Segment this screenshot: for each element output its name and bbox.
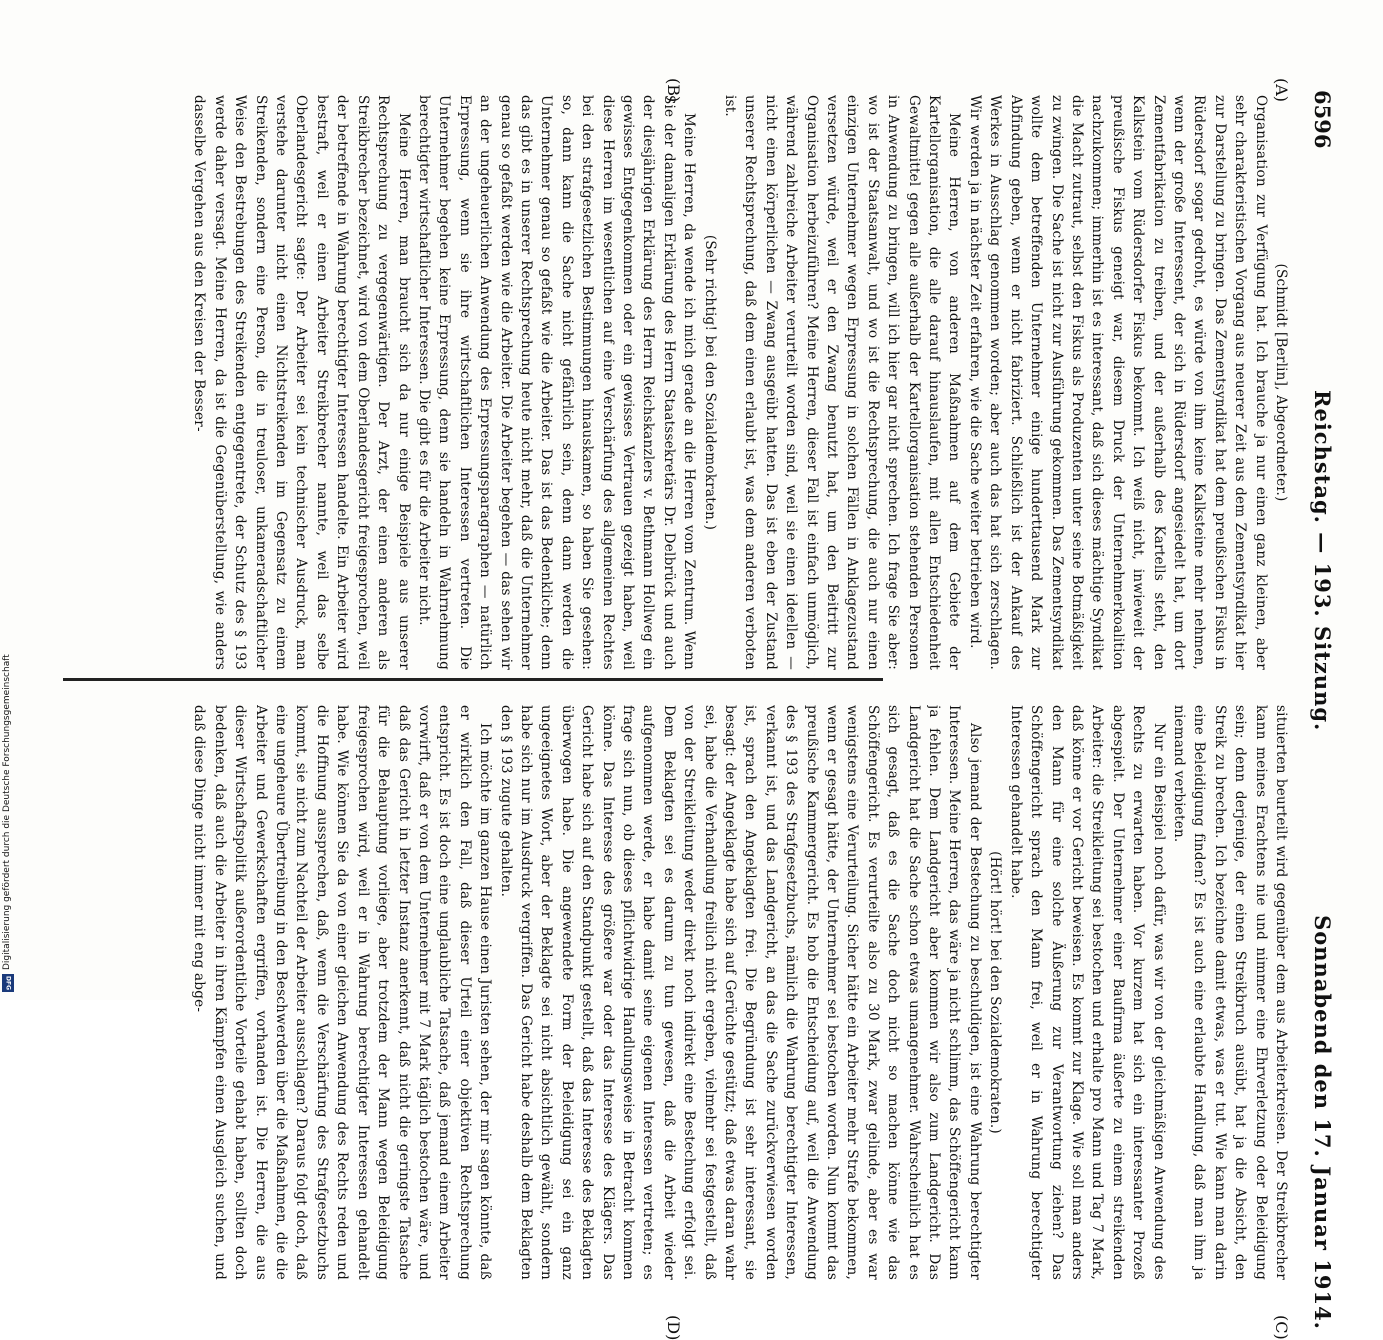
interjection: (Hört! hört! bei den Sozialdemokraten.) (987, 851, 1004, 1134)
paragraph: Ich möchte im ganzen Hause einen Juristen sehen, der mir sagen könnte, daß er wirklich den Fall, daß dieser Urteil einer objektiven Rechtsprechung entspricht. Es ist doch eine unglaubliche Tatsache, daß jemand einem Arbeiter vorwirft, daß er von dem Unternehmer mit 7 Mark täglich bestochen wäre, und daß das Gericht in letzter Instanz anerkennt, daß nicht die geringste Tatsache für die Behauptung vorliege, aber trotzdem der Mann wegen Beleidigung freigesprochen wird, weil er in Wahrung berechtigter Interessen gehandelt habe. Wie können Sie da von einer gleichen Anwendung des Rechts reden und die Hoffnung aussprechen, daß, wenn die Verschärfung des Strafgesetzbuchs kommt, sie nicht zum Nachteil der Arbeiter ausschlagen? Daraus folgt doch, daß eine ungeheure Übertreibung in den Beschwerden über die Maßnahmen, die die Arbeiter und Gewerkschaften ergriffen, vorhanden ist. Die Herren, die aus dieser Wirtschaftspolitik außerordentliche Vorteile gehabt haben, sollten doch bedenken, daß auch die Arbeiter in ihren Kämpfen einen Ausgleich suchen, und daß diese Dinge nicht immer mit eng abge- (191, 705, 494, 1280)
dfg-logo: DFG (2, 974, 14, 992)
page-header (1301, 90, 1335, 1330)
page-number: 6596 (1310, 90, 1335, 149)
marker-d: (D) (664, 1315, 683, 1340)
paragraph: Meine Herren, da wende ich mich gerade an die Herren vom Zentrum. Wenn Sie der damaligen Erklärung des Herrn Staatssekretärs Dr. Delbrück und auch der diesjährigen Erklärung des Herrn Reichskanzlers v. Bethmann Hollweg ein gewisses Entgegenkommen oder ein gewisses Vertrauen gezeigt haben, weil diese Herren im wesentlichen auf eine Verschärfung des allgemeinen Rechtes bei den strafgesetzlichen Bestimmungen hinauskamen, so haben Sie gesehen: so, dann kann die Sache nicht gefährlich sein, denn dann werden die Unternehmer genau so gefaßt wie die Arbeiter. Das ist das Bedenkliche; denn das gibt es in unserer Rechtsprechung heute nicht mehr, daß die Unternehmer genau so gefaßt werden wie die Arbeiter. Die Arbeiter begehen — das sehen wir an der ungeheuerlichen Anwendung des Erpressungsparagraphen — natürlich Erpressung, wenn sie ihre wirtschaftlichen Interessen vertreten. Die Unternehmer begehen keine Erpressung, denn sie handeln in Wahrnehmung berechtigter wirtschaftlicher Interessen. Die gibt es für die Arbeiter nicht. (415, 95, 698, 670)
marker-a: (A) (1272, 78, 1291, 103)
paragraph: Nur ein Beispiel noch dafür, was wir von der gleichmäßigen Anwendung des Rechts zu erwarten haben. Vor kurzem hat sich ein interessanter Prozeß abgespielt. Der Unternehmer einer Baufirma äußerte zu einem streikenden Arbeiter: die Streikleitung sei bestochen und erhalte pro Mann und Tag 7 Mark, daß könne er vor Gericht beweisen. Es kommt zur Klage. Wie soll man anders den Mann für eine solche Äußerung zur Verantwortung ziehen? Das Schöffengericht sprach den Mann frei, weil er in Wahrung berechtigter Interessen gehandelt habe. (1007, 705, 1167, 1280)
right-column (91, 705, 1291, 1280)
marker-b: (B) (664, 78, 683, 103)
session-date: Sonnabend den 17. Januar 1914. (1310, 915, 1335, 1330)
marker-c: (C) (1272, 1315, 1291, 1340)
paragraph: Meine Herren, von anderen Maßnahmen auf dem Gebiete der Kartellorganisation, die alle darauf hinauslaufen, mit allen Entschiedenheit Gewaltmittel gegen alle außerhalb der Kartellorganisation stehenden Personen in Anwendung zu bringen, will ich hier gar nicht sprechen. Ich frage Sie aber: wo ist der Staatsanwalt, und wo ist die Rechtsprechung, die auch nur einen einzigen Unternehmer wegen Erpressung in solchen Fällen in Anklagezustand versetzen würde, weil er den Zwang benutzt hat, um den Beitritt zur Organisation herbeizuführen? Meine Herren, dieser Fall ist einfach unmöglich, während zahlreiche Arbeiter verurteilt worden sind, weil sie einen ideellen — nicht einen körperlichen — Zwang ausgeübt hatten. Das ist eben der Zustand unserer Rechtsprechung, daß dem einen erlaubt ist, was dem anderen verboten ist. (722, 95, 963, 670)
paragraph: Organisation zur Verfügung hat. Ich brauche ja nur einen ganz kleinen, aber sehr charakteristischen Vorgang aus neuerer Zeit aus dem Zementsyndikat hier zur Darstellung zu bringen. Das Zementsyndikat hat dem preußischen Fiskus in Rüdersdorf sogar gedroht, es würde von ihm keine Kalksteine mehr nehmen, wenn der große Interessent, der sich in Rüdersdorf angesiedelt hat, um dort Zementfabrikation zu treiben, und der außerhalb des Kartells steht, den Kalkstein vom Rüdersdorfer Fiskus bekommt. Ich weiß nicht, inwieweit der preußische Fiskus geneigt war, diesem Druck der Unternehmerkoalition nachzukommen; immerhin ist es interessant, daß sich dieses mächtige Syndikat die Macht zutraut, selbst den Fiskus als Produzenten unter seine Botmäßigkeit zu zwingen. Die Sache ist nicht zur Ausführung gekommen. Das Zementsyndikat wollte dem betreffenden Unternehmer einige hunderttausend Mark zur Abfindung geben, wenn er nicht fabriziert. Schließlich ist der Ankauf des Werkes in Ausschlag genommen worden; aber auch das hat sich zerschlagen. Wir werden ja in nächster Zeit erfahren, wie die Sache weiter betrieben wird. (966, 95, 1269, 670)
attribution-text: Digitalisierung gefördert durch die Deutsche Forschungsgemeinschaft (2, 654, 12, 970)
paragraph: situierten beurteilt wird gegenüber dem aus Arbeiterkreisen. Der Streikbrecher kann meines Erachtens nie und nimmer eine Ehrverletzung oder Beleidigung sein; denn derjenige, der einen Streikbruch ausübt, hat ja die Absicht, den Streik zu brechen. Ich bezeichne damit etwas, was er tut. Wie kann man darin eine Beleidigung finden? Es ist auch eine erlaubte Handlung, daß man ihm ja niemand verbieten. (1170, 705, 1289, 1280)
paragraph: Also jemand der Bestechung zu beschuldigen, ist eine Wahrung berechtigter Interessen. Meine Herren, das wäre ja nicht schlimm, das Schöffengericht kann ja fehlen. Dem Landgericht aber kommen wir also zum Landgericht. Das Landgericht hat die Sache schon etwas umangenehmer. Wahrscheinlich hat es sich gesagt, daß es die Sache doch nicht so machen könne wie das Schöffengericht. Es verurteilte also zu 30 Mark, zwar gelinde, aber es war wenigstens eine Verurteilung. Sicher hätte ein Arbeiter mehr Strafe bekommen, wenn er gesagt hätte, der Unternehmer sei bestochen worden. Nun kommt das preußische Kammergericht. Es hob die Entscheidung auf, weil die Anwendung des § 193 des Strafgesetzbuchs, nämlich die Wahrung berechtigter Interessen, verkannt ist, und das Landgericht, an das die Sache zurückverwiesen worden ist, sprach den Angeklagten frei. Die Begründung ist sehr interessant, sie besagt: der Angeklagte habe sich auf Gerüchte gestützt; daß etwas daran wahr sei, habe die Verhandlung freilich nicht ergeben, vielmehr sei festgestellt, daß von der Streikleitung weder direkt noch indirekt eine Bestechung erfolgt sei. Dem Beklagten sei es darum zu tun gewesen, daß die Arbeit wieder aufgenommen werde, er habe damit seine eigenen Interessen vertreten; es frage sich nun, ob dieses pflichtwidrige Handlungsweise in Betracht kommen könne. Das Interesse des größere war oder das Interesse des Klägers. Das Gericht habe sich auf den Standpunkt gestellt, daß das Interesse des Beklagten überwogen habe. Die angewendete Form der Beleidigung sei ein ganz ungeeignetes Wort, aber der Beklagte sei nicht absichtlich gewählt, sondern habe sich nur im Ausdruck vergriffen. Das Gericht habe deshalb dem Beklagten den § 193 zugute gehalten. (497, 705, 983, 1280)
session-title: Reichstag. — 193. Sitzung. (1310, 390, 1335, 732)
left-column (91, 95, 1291, 670)
interjection: (Sehr richtig! bei den Sozialdemokraten.) (701, 234, 718, 531)
column-divider (63, 678, 883, 681)
digitization-footer (2, 600, 14, 992)
speaker-label: (Schmidt [Berlin], Abgeordneter.) (1273, 263, 1289, 502)
paragraph: Meine Herren, man braucht sich da nur einige Beispiele aus unserer Rechtsprechung zu vergegenwärtigen. Der Arzt, der einen anderen als Streikbrecher bezeichnet, wird von dem Oberlandesgericht freigesprochen, weil der betreffende in Wahrung berechtigter Interessen handelte. Ein Arbeiter wird bestraft, weil er einen Arbeiter Streikbrecher nannte, weil das selbe Oberlandesgericht sagte: Der Arbeiter sei kein technischer Ausdruck, man verstehe darunter nicht einen Nichtstreikenden im Gegensatz zu einem Streikenden, sondern eine Person, die in treuloser, unkameradschaftlicher Weise den Bestrebungen des Streikenden entgegentrete, der Schutz des § 193 werde daher versagt. Meine Herren, da ist die Gegenüberstellung, wie anders dasselbe Vergehen aus den Kreisen der Besser- (191, 95, 412, 670)
